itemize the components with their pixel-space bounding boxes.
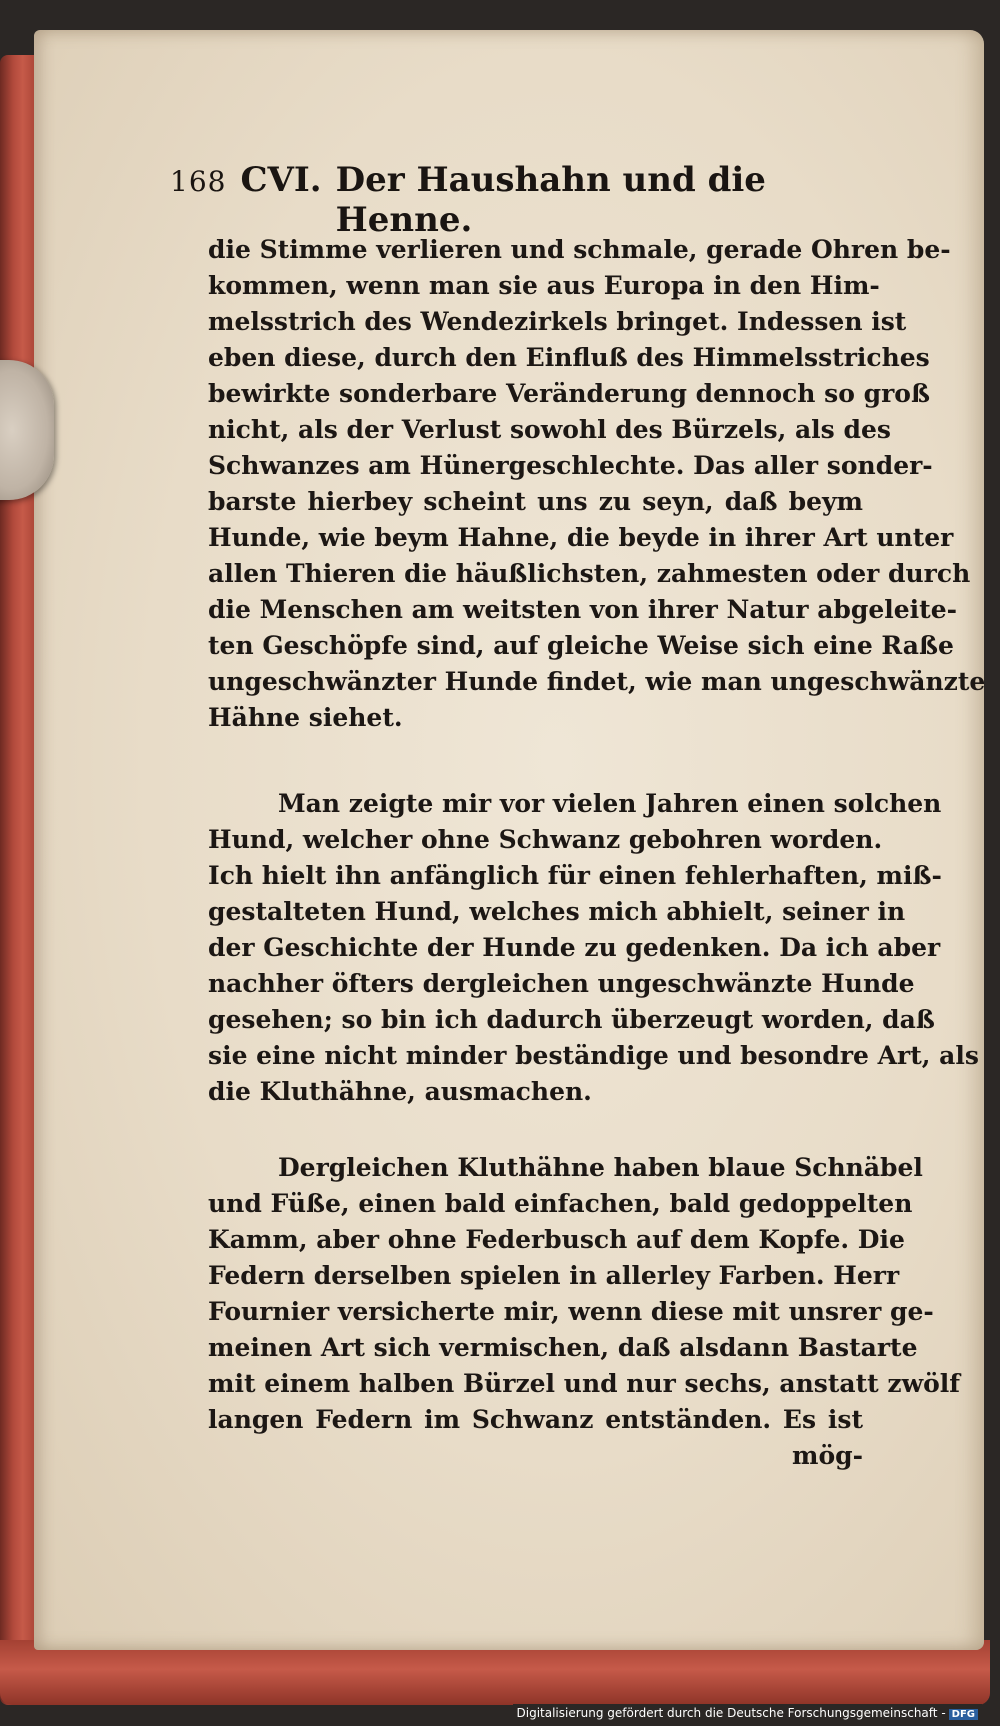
text-line: die Kluthähne, ausmachen. xyxy=(208,1077,592,1106)
text-line: melsstrich des Wendezirkels bringet. Indessen ist xyxy=(208,307,907,336)
text-line: Federn derselben spielen in allerley Farben. Herr xyxy=(208,1261,900,1290)
dfg-logo: DFG xyxy=(949,1709,978,1720)
text-line: Kamm, aber ohne Federbusch auf dem Kopfe. Die xyxy=(208,1225,905,1254)
paragraph-2 xyxy=(208,786,979,1110)
text-line: Hund, welcher ohne Schwanz gebohren worden. xyxy=(208,825,883,854)
text-line: Ich hielt ihn anfänglich für einen fehlerhaften, miß- xyxy=(208,861,942,890)
running-header xyxy=(170,160,870,240)
text-line: bewirkte sonderbare Veränderung dennoch so groß xyxy=(208,379,930,408)
text-line: nicht, als der Verlust sowohl des Bürzels, als des xyxy=(208,415,891,444)
text-line: nachher öfters dergleichen ungeschwänzte Hunde xyxy=(208,969,915,998)
text-line: gestalteten Hund, welches mich abhielt, seiner in xyxy=(208,897,906,926)
chapter-title: Der Haushahn und die Henne. xyxy=(335,160,766,240)
book-edge-left xyxy=(0,55,38,1705)
text-line: allen Thieren die häußlichsten, zahmesten oder durch xyxy=(208,559,971,588)
text-line: die Stimme verlieren und schmale, gerade Ohren be- xyxy=(208,235,951,264)
text-line: eben diese, durch den Einfluß des Himmelsstriches xyxy=(208,343,930,372)
text-line: und Füße, einen bald einfachen, bald gedoppelten xyxy=(208,1189,913,1218)
text-line: langen Federn im Schwanz entständen. Es ist xyxy=(208,1405,863,1434)
text-line: Hähne siehet. xyxy=(208,703,403,732)
text-line: barste hierbey scheint uns zu seyn, daß beym xyxy=(208,487,863,516)
text-line: mit einem halben Bürzel und nur sechs, anstatt zwölf xyxy=(208,1369,961,1398)
text-line: kommen, wenn man sie aus Europa in den Him- xyxy=(208,271,880,300)
page-number: 168 xyxy=(170,165,227,198)
text-line: die Menschen am weitsten von ihrer Natur abgeleite- xyxy=(208,595,957,624)
text-line: gesehen; so bin ich dadurch überzeugt worden, daß xyxy=(208,1005,935,1034)
page-tab-marker xyxy=(0,360,54,500)
text-line: ten Geschöpfe sind, auf gleiche Weise sich eine Raße xyxy=(208,631,954,660)
paragraph-3 xyxy=(208,1150,961,1474)
text-line: Man zeigte mir vor vielen Jahren einen solchen xyxy=(278,789,942,818)
digitization-credit xyxy=(513,1704,983,1722)
text-line: ungeschwänzter Hunde findet, wie man ungeschwänzte xyxy=(208,667,986,696)
text-line: der Geschichte der Hunde zu gedenken. Da ich aber xyxy=(208,933,941,962)
text-line: Fournier versicherte mir, wenn diese mit unsrer ge- xyxy=(208,1297,934,1326)
text-line: Schwanzes am Hünergeschlechte. Das aller sonder- xyxy=(208,451,933,480)
paragraph-1 xyxy=(208,232,986,736)
catchword: mög- xyxy=(792,1441,863,1470)
chapter-number: CVI. xyxy=(240,160,322,200)
text-line: Dergleichen Kluthähne haben blaue Schnäbel xyxy=(278,1153,923,1182)
text-line: Hunde, wie beym Hahne, die beyde in ihrer Art unter xyxy=(208,523,954,552)
text-line: meinen Art sich vermischen, daß alsdann Bastarte xyxy=(208,1333,918,1362)
text-line: sie eine nicht minder beständige und besondre Art, als xyxy=(208,1041,979,1070)
credit-text: Digitalisierung gefördert durch die Deutsche Forschungsgemeinschaft - xyxy=(516,1706,946,1720)
